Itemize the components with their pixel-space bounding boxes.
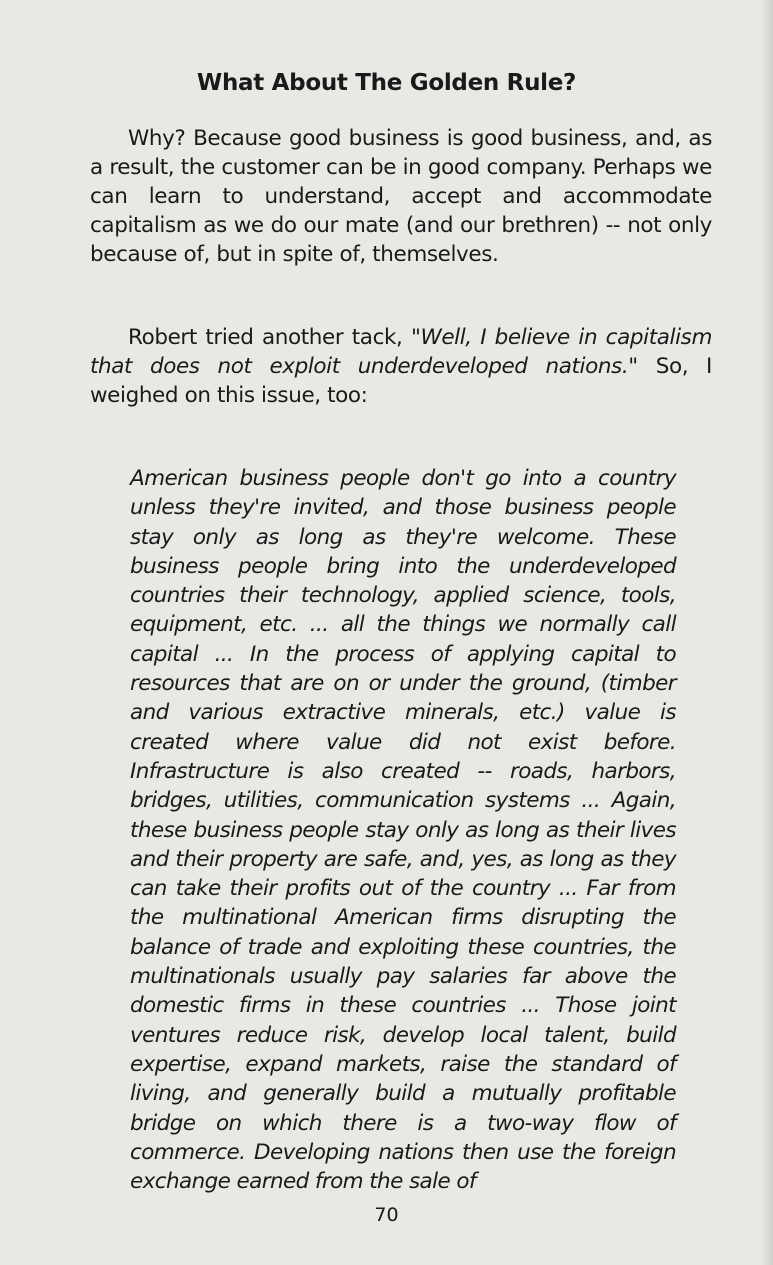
block-quote: American business people don't go into a country unless they're invited, and those business people stay only as long as they're welcome. These business people bring into the underdeveloped countries their technology, applied science, tools, equipment, etc. ... all the things we normally call capital ... In the process of applying capital to resources that are on or under the ground, (timber and various extractive minerals, etc.) value is created where value did not exist before. Infrastructure is also created -- roads, harbors, bridges, utilities, communication systems ... Again, these business people stay only as long as their lives and their property are safe, and, yes, as long as they can take their profits out of the country ... Far from the multinational American firms disrupting the balance of trade and exploiting these countries, the multinationals usually pay salaries far above the domestic firms in these countries ... Those joint ventures reduce risk, develop local talent, build expertise, expand markets, raise the standard of living, and generally build a mutually profitable bridge on which there is a two-way flow of commerce. Developing nations then use the foreign exchange earned from the sale of	[130, 466, 676, 1195]
paragraph-2-outro: So, I weighed on this issue, too:	[90, 354, 712, 408]
paragraph-1: Why? Because good business is good business, and, as a result, the customer can be in good company. Perhaps we can learn to understand, accept and accommodate capitalism as we do our mate (and our brethren) -- not only because of, but in spite of, themselves.	[90, 126, 712, 267]
page-number: 70	[374, 1204, 399, 1226]
page-edge-shadow	[761, 0, 773, 1265]
paragraph-2	[90, 323, 712, 410]
paragraph-2-quote: "Well, I believe in capitalism that does not exploit underdeveloped nations."	[90, 325, 712, 379]
page-title: What About The Golden Rule?	[196, 70, 577, 96]
paragraph-2-intro: Robert tried another tack,	[128, 325, 411, 350]
